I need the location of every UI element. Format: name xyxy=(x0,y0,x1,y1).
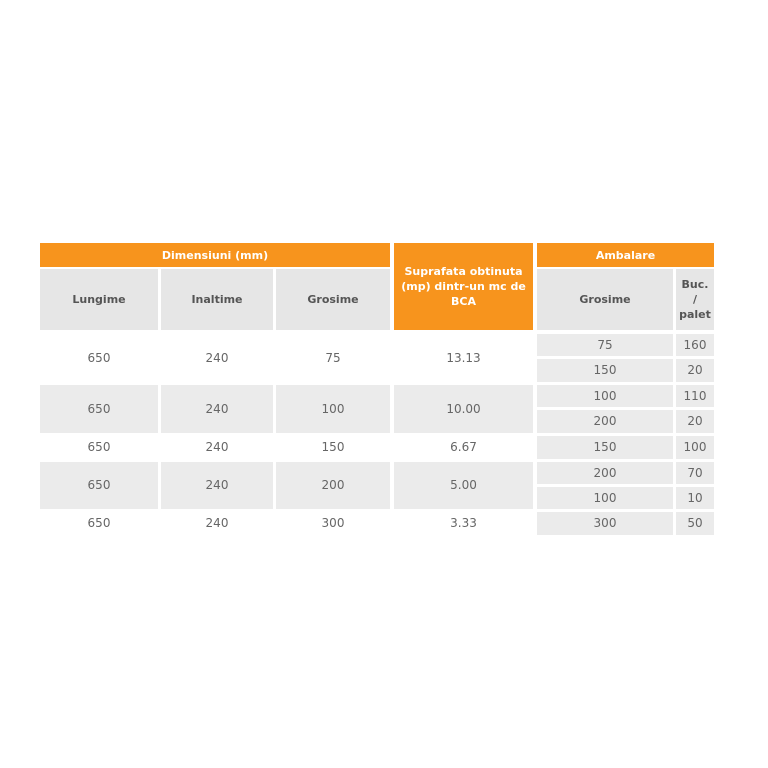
cell-value: 75 xyxy=(597,337,613,352)
table-cell-suprafata xyxy=(394,512,533,535)
cell-value: 240 xyxy=(205,440,229,454)
ambalare-grosime-cell xyxy=(537,462,673,484)
header-grosime-label: Grosime xyxy=(307,293,359,306)
table-cell-grosime xyxy=(276,462,390,509)
header-ambalare xyxy=(537,243,714,267)
cell-value: 200 xyxy=(593,465,617,480)
table-cell-lungime xyxy=(40,334,158,382)
cell-value: 20 xyxy=(687,363,703,377)
ambalare-grosime-cell xyxy=(537,436,673,459)
cell-value: 650 xyxy=(87,516,111,530)
header-ambalare-label: Ambalare xyxy=(595,248,656,262)
cell-value: 75 xyxy=(325,350,341,365)
cell-value: 240 xyxy=(205,516,229,530)
ambalare-buc-cell xyxy=(676,410,714,433)
table-cell-inaltime xyxy=(161,462,273,509)
cell-value: 13.13 xyxy=(446,350,481,365)
cell-value: 100 xyxy=(321,401,345,416)
header-inaltime-label: Inaltime xyxy=(191,293,243,306)
header-suprafata xyxy=(394,243,533,330)
header-lungime xyxy=(40,269,158,330)
table-cell-inaltime xyxy=(161,512,273,535)
cell-value: 50 xyxy=(687,516,703,530)
cell-value: 10 xyxy=(687,490,703,505)
table-cell-suprafata xyxy=(394,436,533,459)
header-ambalare-grosime xyxy=(537,269,673,330)
cell-value: 150 xyxy=(593,440,617,454)
table-cell-grosime xyxy=(276,436,390,459)
cell-value: 3.33 xyxy=(450,516,477,530)
header-buc-line1: Buc. xyxy=(681,278,709,291)
cell-value: 650 xyxy=(87,478,111,492)
cell-value: 650 xyxy=(87,401,111,416)
table-cell-lungime xyxy=(40,462,158,509)
header-dimensiuni xyxy=(40,243,390,267)
header-buc-line2: / xyxy=(692,293,698,306)
table-cell-grosime xyxy=(276,385,390,433)
cell-value: 300 xyxy=(593,516,617,530)
table-cell-lungime xyxy=(40,385,158,433)
header-suprafata-line2: (mp) dintr-un mc de xyxy=(401,280,526,293)
ambalare-buc-cell xyxy=(676,487,714,509)
table-cell-suprafata xyxy=(394,334,533,382)
header-buc-palet xyxy=(676,269,714,330)
cell-value: 100 xyxy=(593,388,617,403)
cell-value: 10.00 xyxy=(446,401,481,416)
cell-value: 5.00 xyxy=(450,478,477,492)
cell-value: 150 xyxy=(321,440,345,454)
header-buc-line3: palet xyxy=(679,308,711,321)
ambalare-grosime-cell xyxy=(537,512,673,535)
cell-value: 70 xyxy=(687,465,703,480)
cell-value: 240 xyxy=(205,350,229,365)
cell-value: 100 xyxy=(593,490,617,505)
header-inaltime xyxy=(161,269,273,330)
ambalare-buc-cell xyxy=(676,359,714,382)
header-lungime-label: Lungime xyxy=(72,293,126,306)
ambalare-buc-cell xyxy=(676,334,714,356)
ambalare-grosime-cell xyxy=(537,334,673,356)
table-cell-lungime xyxy=(40,512,158,535)
ambalare-grosime-cell xyxy=(537,385,673,407)
ambalare-buc-cell xyxy=(676,385,714,407)
cell-value: 6.67 xyxy=(450,440,477,454)
cell-value: 240 xyxy=(205,478,229,492)
ambalare-buc-cell xyxy=(676,436,714,459)
cell-value: 20 xyxy=(687,414,703,428)
cell-value: 100 xyxy=(683,440,707,454)
cell-value: 650 xyxy=(87,350,111,365)
table-cell-grosime xyxy=(276,334,390,382)
table-cell-suprafata xyxy=(394,385,533,433)
table-cell-inaltime xyxy=(161,385,273,433)
header-suprafata-line3: BCA xyxy=(451,295,476,308)
ambalare-buc-cell xyxy=(676,512,714,535)
ambalare-grosime-cell xyxy=(537,487,673,509)
header-ambalare-grosime-label: Grosime xyxy=(579,293,631,306)
cell-value: 150 xyxy=(593,363,617,377)
table-cell-inaltime xyxy=(161,436,273,459)
cell-value: 650 xyxy=(87,440,111,454)
cell-value: 200 xyxy=(321,478,345,492)
cell-value: 300 xyxy=(321,516,345,530)
cell-value: 240 xyxy=(205,401,229,416)
ambalare-grosime-cell xyxy=(537,410,673,433)
table-cell-lungime xyxy=(40,436,158,459)
cell-value: 160 xyxy=(683,337,707,352)
ambalare-grosime-cell xyxy=(537,359,673,382)
header-dimensiuni-label: Dimensiuni (mm) xyxy=(161,248,269,262)
ambalare-buc-cell xyxy=(676,462,714,484)
header-suprafata-line1: Suprafata obtinuta xyxy=(404,265,523,278)
header-grosime xyxy=(276,269,390,330)
table-cell-grosime xyxy=(276,512,390,535)
table-cell-suprafata xyxy=(394,462,533,509)
cell-value: 110 xyxy=(683,388,707,403)
table-cell-inaltime xyxy=(161,334,273,382)
cell-value: 200 xyxy=(593,414,617,428)
